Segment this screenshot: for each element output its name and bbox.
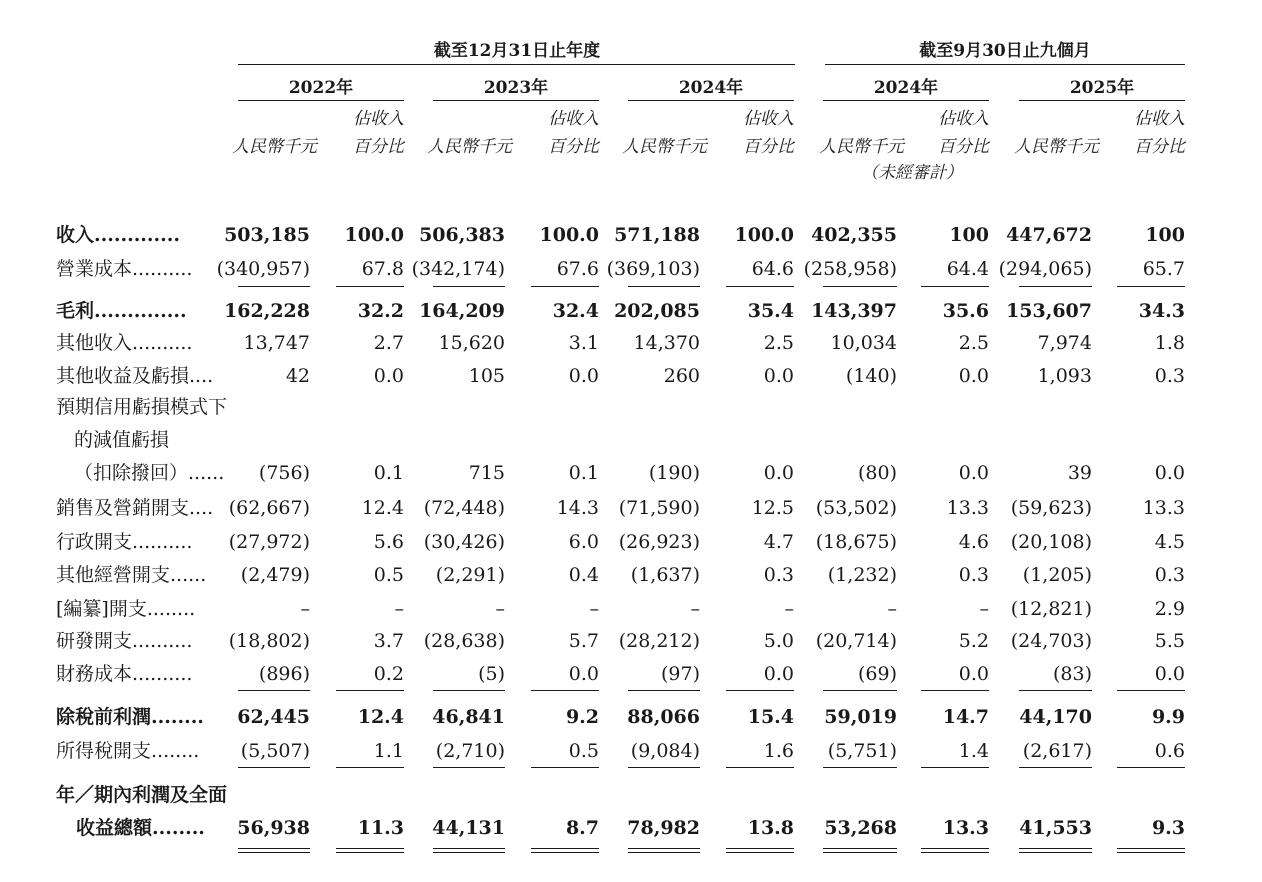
pct-value-cell: 100.0: [539, 224, 599, 246]
rmb-value-cell: (294,065): [998, 258, 1092, 280]
pct-value-cell: 100.0: [734, 224, 794, 246]
total-rule: [1019, 767, 1092, 768]
row-label: 收益總額........: [76, 817, 205, 839]
rmb-value-cell: (896): [258, 663, 310, 685]
pct-value-cell: 9.9: [1151, 706, 1185, 728]
rmb-value-cell: 41,553: [1019, 817, 1092, 839]
total-rule: [238, 690, 310, 691]
rmb-value-cell: 153,607: [1006, 300, 1092, 322]
pct-value-cell: 0.3: [958, 564, 989, 586]
row-label: 其他收益及虧損....: [56, 365, 214, 387]
unit-pct-label: 百分比: [353, 137, 404, 157]
total-rule: [1019, 690, 1092, 691]
row-label: 的減值虧損: [74, 429, 170, 451]
total-rule: [921, 286, 989, 287]
rmb-value-cell: (1,232): [827, 564, 897, 586]
pct-value-cell: 64.4: [946, 258, 989, 280]
rmb-value-cell: (18,802): [228, 630, 310, 652]
total-rule: [823, 690, 897, 691]
rmb-value-cell: –: [495, 598, 505, 620]
unit-rmb-label: 人民幣千元: [819, 137, 904, 157]
pct-value-cell: 0.5: [568, 740, 599, 762]
rmb-value-cell: (342,174): [411, 258, 505, 280]
pct-value-cell: 11.3: [357, 817, 404, 839]
pct-value-cell: 13.8: [747, 817, 794, 839]
rmb-value-cell: (9,084): [630, 740, 700, 762]
pct-value-cell: 12.4: [357, 706, 404, 728]
rmb-value-cell: (24,703): [1010, 630, 1092, 652]
pct-value-cell: 34.3: [1138, 300, 1185, 322]
pct-value-cell: 3.1: [568, 332, 599, 354]
total-rule: [336, 690, 404, 691]
pct-value-cell: 100: [949, 224, 989, 246]
year-header: 2022年: [288, 78, 354, 98]
unit-pct-label: 佔收入: [938, 109, 989, 129]
row-label: 毛利..............: [56, 300, 187, 322]
rmb-value-cell: (2,617): [1022, 740, 1092, 762]
rmb-value-cell: 164,209: [419, 300, 505, 322]
pct-value-cell: 14.7: [942, 706, 989, 728]
rmb-value-cell: (20,108): [1010, 531, 1092, 553]
rmb-value-cell: 46,841: [432, 706, 505, 728]
unit-pct-label: 佔收入: [743, 109, 794, 129]
unit-rmb-label: 人民幣千元: [232, 137, 317, 157]
rmb-value-cell: (369,103): [606, 258, 700, 280]
grand-total-double-rule: [433, 848, 505, 853]
year-rule: [238, 100, 404, 101]
rmb-value-cell: (28,638): [423, 630, 505, 652]
grand-total-double-rule: [1117, 848, 1185, 853]
rmb-value-cell: (69): [857, 663, 897, 685]
rmb-value-cell: (27,972): [228, 531, 310, 553]
rmb-value-cell: 39: [1067, 462, 1092, 484]
pct-value-cell: 100: [1145, 224, 1185, 246]
rmb-value-cell: –: [887, 598, 897, 620]
pct-value-cell: 0.0: [1154, 462, 1185, 484]
row-label: [編纂]開支........: [56, 598, 196, 620]
total-rule: [628, 767, 700, 768]
pct-value-cell: 0.3: [763, 564, 794, 586]
group-header-nine-months: 截至9月30日止九個月: [919, 41, 1091, 61]
rmb-value-cell: (5,751): [827, 740, 897, 762]
pct-value-cell: 0.6: [1154, 740, 1185, 762]
year-rule: [823, 100, 989, 101]
row-label: 其他收入..........: [56, 332, 193, 354]
row-label: 財務成本..........: [56, 663, 193, 685]
pct-value-cell: 14.3: [556, 497, 599, 519]
group-header-full-year: 截至12月31日止年度: [433, 41, 601, 61]
total-rule: [921, 767, 989, 768]
rmb-value-cell: (62,667): [228, 497, 310, 519]
rmb-value-cell: 105: [468, 365, 505, 387]
rmb-value-cell: 506,383: [419, 224, 505, 246]
rmb-value-cell: 447,672: [1006, 224, 1092, 246]
row-label: 年／期內利潤及全面: [56, 784, 228, 806]
pct-value-cell: 4.6: [958, 531, 989, 553]
pct-value-cell: 0.0: [958, 663, 989, 685]
rmb-value-cell: 571,188: [614, 224, 700, 246]
rmb-value-cell: (5,507): [240, 740, 310, 762]
pct-value-cell: 0.0: [373, 365, 404, 387]
pct-value-cell: 0.3: [1154, 564, 1185, 586]
year-rule: [433, 100, 599, 101]
total-rule: [628, 690, 700, 691]
total-rule: [726, 767, 794, 768]
unit-rmb-label: 人民幣千元: [622, 137, 707, 157]
rmb-value-cell: (1,205): [1022, 564, 1092, 586]
rmb-value-cell: 78,982: [627, 817, 700, 839]
row-label: 行政開支..........: [56, 531, 193, 553]
pct-value-cell: 0.1: [373, 462, 404, 484]
pct-value-cell: 0.2: [373, 663, 404, 685]
row-label: 除稅前利潤........: [56, 706, 204, 728]
rmb-value-cell: 402,355: [811, 224, 897, 246]
total-rule: [628, 286, 700, 287]
group-rule-nine-months: [825, 64, 1185, 65]
pct-value-cell: 5.0: [763, 630, 794, 652]
total-rule: [238, 286, 310, 287]
pct-value-cell: 3.7: [373, 630, 404, 652]
rmb-value-cell: (340,957): [216, 258, 310, 280]
row-label: 其他經營開支......: [56, 564, 207, 586]
total-rule: [531, 767, 599, 768]
pct-value-cell: 0.0: [568, 365, 599, 387]
rmb-value-cell: (12,821): [1010, 598, 1092, 620]
pct-value-cell: 67.6: [556, 258, 599, 280]
pct-value-cell: 0.0: [1154, 663, 1185, 685]
rmb-value-cell: 42: [285, 365, 310, 387]
rmb-value-cell: (53,502): [815, 497, 897, 519]
rmb-value-cell: (5): [478, 663, 505, 685]
rmb-value-cell: 53,268: [824, 817, 897, 839]
year-header: 2023年: [483, 78, 549, 98]
grand-total-double-rule: [238, 848, 310, 853]
year-header: 2025年: [1069, 78, 1135, 98]
pct-value-cell: 0.0: [763, 663, 794, 685]
row-label: 營業成本..........: [56, 258, 193, 280]
pct-value-cell: 9.3: [1151, 817, 1185, 839]
pct-value-cell: 4.7: [763, 531, 794, 553]
rmb-value-cell: 88,066: [627, 706, 700, 728]
pct-value-cell: 2.9: [1154, 598, 1185, 620]
total-rule: [1019, 286, 1092, 287]
rmb-value-cell: 10,034: [830, 332, 897, 354]
rmb-value-cell: (18,675): [815, 531, 897, 553]
rmb-value-cell: 56,938: [237, 817, 310, 839]
rmb-value-cell: 7,974: [1037, 332, 1092, 354]
total-rule: [238, 767, 310, 768]
rmb-value-cell: 14,370: [633, 332, 700, 354]
unit-pct-label: 百分比: [1134, 137, 1185, 157]
unit-pct-label: 百分比: [743, 137, 794, 157]
grand-total-double-rule: [726, 848, 794, 853]
rmb-value-cell: 44,170: [1019, 706, 1092, 728]
rmb-value-cell: 59,019: [824, 706, 897, 728]
unit-pct-label: 佔收入: [353, 109, 404, 129]
total-rule: [1117, 690, 1185, 691]
pct-value-cell: 0.3: [1154, 365, 1185, 387]
pct-value-cell: 0.5: [373, 564, 404, 586]
pct-value-cell: 0.0: [958, 365, 989, 387]
unit-rmb-label: 人民幣千元: [1014, 137, 1099, 157]
grand-total-double-rule: [1019, 848, 1092, 853]
row-label: 所得稅開支........: [56, 740, 200, 762]
pct-value-cell: –: [589, 598, 599, 620]
rmb-value-cell: 13,747: [243, 332, 310, 354]
rmb-value-cell: 715: [468, 462, 505, 484]
pct-value-cell: 100.0: [344, 224, 404, 246]
total-rule: [336, 286, 404, 287]
unit-pct-label: 百分比: [938, 137, 989, 157]
year-rule: [1019, 100, 1185, 101]
pct-value-cell: 32.4: [552, 300, 599, 322]
total-rule: [531, 286, 599, 287]
pct-value-cell: 1.1: [373, 740, 404, 762]
rmb-value-cell: (28,212): [618, 630, 700, 652]
pct-value-cell: 0.1: [568, 462, 599, 484]
row-label: 研發開支..........: [56, 630, 193, 652]
total-rule: [921, 690, 989, 691]
total-rule: [531, 690, 599, 691]
pct-value-cell: 5.7: [568, 630, 599, 652]
total-rule: [1117, 286, 1185, 287]
pct-value-cell: –: [394, 598, 404, 620]
rmb-value-cell: (30,426): [423, 531, 505, 553]
grand-total-double-rule: [823, 848, 897, 853]
total-rule: [433, 767, 505, 768]
year-header: 2024年: [873, 78, 939, 98]
rmb-value-cell: –: [300, 598, 310, 620]
total-rule: [433, 286, 505, 287]
pct-value-cell: 2.7: [373, 332, 404, 354]
grand-total-double-rule: [336, 848, 404, 853]
pct-value-cell: 12.5: [751, 497, 794, 519]
grand-total-double-rule: [531, 848, 599, 853]
total-rule: [726, 286, 794, 287]
pct-value-cell: 5.6: [373, 531, 404, 553]
total-rule: [726, 690, 794, 691]
pct-value-cell: 8.7: [565, 817, 599, 839]
rmb-value-cell: (20,714): [815, 630, 897, 652]
rmb-value-cell: 162,228: [224, 300, 310, 322]
row-label: 收入.............: [56, 224, 180, 246]
rmb-value-cell: (190): [648, 462, 700, 484]
unit-pct-label: 百分比: [548, 137, 599, 157]
rmb-value-cell: (2,479): [240, 564, 310, 586]
rmb-value-cell: (72,448): [423, 497, 505, 519]
pct-value-cell: 0.0: [568, 663, 599, 685]
rmb-value-cell: (2,710): [435, 740, 505, 762]
pct-value-cell: 9.2: [565, 706, 599, 728]
rmb-value-cell: (83): [1052, 663, 1092, 685]
rmb-value-cell: 15,620: [438, 332, 505, 354]
total-rule: [433, 690, 505, 691]
grand-total-double-rule: [628, 848, 700, 853]
grand-total-double-rule: [921, 848, 989, 853]
rmb-value-cell: (258,958): [803, 258, 897, 280]
pct-value-cell: 5.2: [958, 630, 989, 652]
pct-value-cell: –: [979, 598, 989, 620]
rmb-value-cell: 1,093: [1037, 365, 1092, 387]
pct-value-cell: 13.3: [1142, 497, 1185, 519]
pct-value-cell: 2.5: [958, 332, 989, 354]
group-rule-full-year: [238, 64, 795, 65]
unit-pct-label: 佔收入: [1134, 109, 1185, 129]
rmb-value-cell: (80): [857, 462, 897, 484]
total-rule: [1117, 767, 1185, 768]
pct-value-cell: 15.4: [747, 706, 794, 728]
rmb-value-cell: 503,185: [224, 224, 310, 246]
rmb-value-cell: 260: [663, 365, 700, 387]
pct-value-cell: –: [784, 598, 794, 620]
pct-value-cell: 12.4: [361, 497, 404, 519]
rmb-value-cell: (140): [845, 365, 897, 387]
unit-pct-label: 佔收入: [548, 109, 599, 129]
year-rule: [628, 100, 794, 101]
pct-value-cell: 5.5: [1154, 630, 1185, 652]
rmb-value-cell: (2,291): [435, 564, 505, 586]
pct-value-cell: 4.5: [1154, 531, 1185, 553]
pct-value-cell: 0.0: [763, 365, 794, 387]
pct-value-cell: 64.6: [751, 258, 794, 280]
rmb-value-cell: 62,445: [237, 706, 310, 728]
total-rule: [823, 767, 897, 768]
rmb-value-cell: (71,590): [618, 497, 700, 519]
rmb-value-cell: 143,397: [811, 300, 897, 322]
pct-value-cell: 1.8: [1154, 332, 1185, 354]
pct-value-cell: 1.6: [763, 740, 794, 762]
rmb-value-cell: (756): [258, 462, 310, 484]
pct-value-cell: 35.6: [942, 300, 989, 322]
pct-value-cell: 35.4: [747, 300, 794, 322]
pct-value-cell: 0.0: [763, 462, 794, 484]
rmb-value-cell: (1,637): [630, 564, 700, 586]
rmb-value-cell: (59,623): [1010, 497, 1092, 519]
total-rule: [823, 286, 897, 287]
row-label: 銷售及營銷開支....: [56, 497, 214, 519]
rmb-value-cell: 44,131: [432, 817, 505, 839]
total-rule: [336, 767, 404, 768]
rmb-value-cell: (97): [660, 663, 700, 685]
pct-value-cell: 67.8: [361, 258, 404, 280]
unaudited-note: （未經審計）: [861, 163, 963, 183]
row-label: 預期信用虧損模式下: [56, 396, 228, 418]
year-header: 2024年: [678, 78, 744, 98]
rmb-value-cell: (26,923): [618, 531, 700, 553]
rmb-value-cell: 202,085: [614, 300, 700, 322]
pct-value-cell: 65.7: [1142, 258, 1185, 280]
row-label: （扣除撥回）......: [74, 462, 225, 484]
rmb-value-cell: –: [690, 598, 700, 620]
pct-value-cell: 2.5: [763, 332, 794, 354]
unit-rmb-label: 人民幣千元: [427, 137, 512, 157]
pct-value-cell: 6.0: [568, 531, 599, 553]
pct-value-cell: 1.4: [958, 740, 989, 762]
pct-value-cell: 13.3: [942, 817, 989, 839]
pct-value-cell: 32.2: [357, 300, 404, 322]
pct-value-cell: 0.0: [958, 462, 989, 484]
pct-value-cell: 0.4: [568, 564, 599, 586]
pct-value-cell: 13.3: [946, 497, 989, 519]
